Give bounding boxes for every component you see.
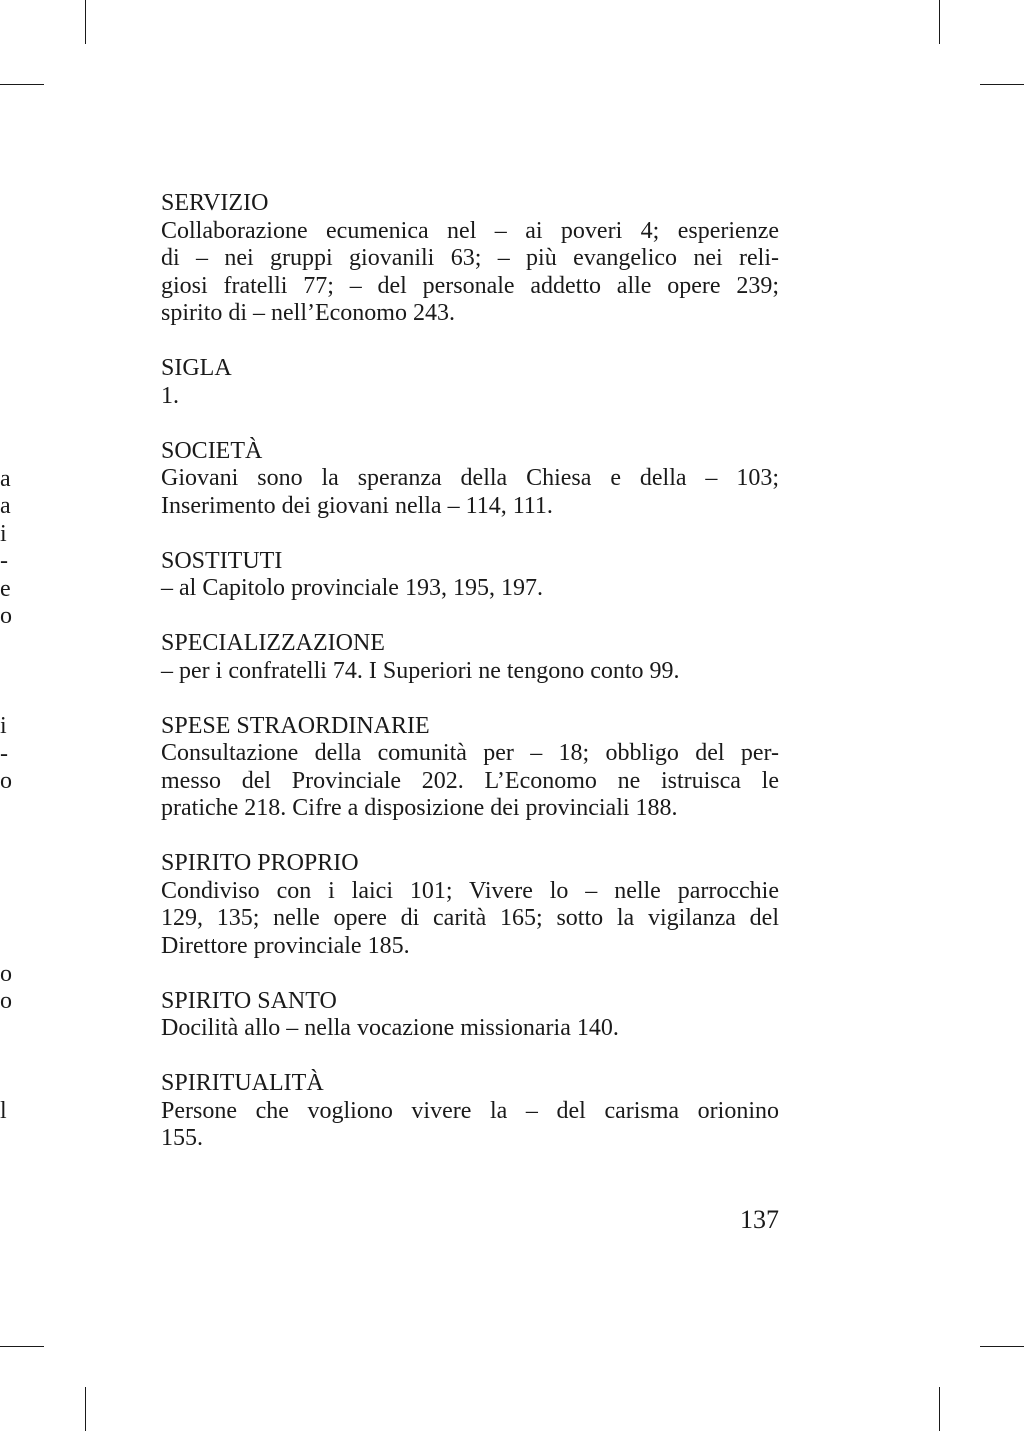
index-entry-societa [161, 438, 779, 521]
bleed-letter: - [0, 741, 8, 767]
entry-heading: SPIRITO SANTO [161, 987, 337, 1014]
entry-text [161, 1015, 779, 1043]
crop-mark-bottom-right-horizontal [980, 1346, 1024, 1347]
entry-heading: SERVIZIO [161, 190, 269, 216]
bleed-letter: a [0, 493, 11, 519]
entry-heading: SPIRITUALITÀ [161, 1070, 324, 1096]
entry-heading: SPECIALIZZAZIONE [161, 630, 385, 656]
entry-text [161, 575, 779, 603]
bleed-letter: o [0, 988, 12, 1014]
entry-line: – al Capitolo provinciale 193, 195, 197. [161, 575, 543, 601]
index-entry-specializzazione [161, 630, 779, 685]
crop-mark-top-left-horizontal [0, 84, 44, 85]
entry-line: Persone che vogliono vivere la – del carisma orionino [161, 1097, 779, 1124]
crop-mark-top-right-vertical [939, 0, 940, 44]
index-entry-spirito-santo [161, 988, 779, 1043]
crop-mark-bottom-left-vertical [85, 1387, 86, 1431]
entry-line: pratiche 218. Cifre a disposizione dei provinciali 188. [161, 795, 678, 821]
bleed-letter: e [0, 576, 11, 602]
crop-mark-top-right-horizontal [980, 84, 1024, 85]
entry-line: – per i confratelli 74. I Superiori ne tengono conto 99. [161, 657, 680, 684]
entry-line: spirito di – nell’Economo 243. [161, 300, 455, 326]
index-column [161, 190, 779, 1180]
entry-line: 129, 135; nelle opere di carità 165; sotto la vigilanza del [161, 905, 779, 931]
bleed-letter: a [0, 466, 11, 492]
entry-line: Consultazione della comunità per – 18; obbligo del per- [161, 740, 779, 766]
crop-mark-top-left-vertical [85, 0, 86, 44]
entry-line: Collaborazione ecumenica nel – ai poveri 4; esperienze [161, 217, 779, 244]
entry-heading: SPESE STRAORDINARIE [161, 712, 430, 739]
entry-line: Docilità allo – nella vocazione missionaria 140. [161, 1015, 619, 1041]
entry-text [161, 383, 779, 411]
entry-text [161, 740, 779, 823]
entry-text [161, 218, 779, 328]
page-number: 137 [740, 1205, 779, 1234]
entry-line: giosi fratelli 77; – del personale addetto alle opere 239; [161, 272, 779, 299]
index-entry-spese-straordinarie [161, 713, 779, 823]
entry-line: Condiviso con i laici 101; Vivere lo – nelle parrocchie [161, 877, 779, 904]
index-entry-spiritualita [161, 1070, 779, 1153]
bleed-letter: o [0, 768, 12, 794]
entry-line: Direttore provinciale 185. [161, 932, 410, 959]
index-entry-sigla [161, 355, 779, 410]
entry-line: Inserimento dei giovani nella – 114, 111. [161, 492, 553, 519]
entry-heading: SPIRITO PROPRIO [161, 850, 359, 876]
entry-line: Giovani sono la speranza della Chiesa e della – 103; [161, 465, 779, 491]
crop-mark-bottom-right-vertical [939, 1387, 940, 1431]
entry-text [161, 878, 779, 961]
crop-mark-bottom-left-horizontal [0, 1346, 44, 1347]
bleed-letter: i [0, 713, 7, 739]
entry-heading: SOCIETÀ [161, 437, 263, 464]
bleed-letter: - [0, 548, 8, 574]
entry-line: 1. [161, 382, 179, 409]
bleed-letter: o [0, 961, 12, 987]
bleed-letter: o [0, 603, 12, 629]
entry-text [161, 658, 779, 686]
index-entry-servizio [161, 190, 779, 328]
bleed-letter: l [0, 1098, 7, 1124]
bleed-letter: i [0, 521, 7, 547]
entry-heading: SOSTITUTI [161, 547, 283, 574]
entry-line: 155. [161, 1125, 203, 1151]
entry-text [161, 1098, 779, 1153]
entry-text [161, 465, 779, 520]
index-entry-sostituti [161, 548, 779, 603]
entry-line: messo del Provinciale 202. L’Economo ne istruisca le [161, 767, 779, 794]
entry-line: di – nei gruppi giovanili 63; – più evangelico nei reli- [161, 245, 779, 271]
index-entry-spirito-proprio [161, 850, 779, 960]
entry-heading: SIGLA [161, 355, 232, 381]
